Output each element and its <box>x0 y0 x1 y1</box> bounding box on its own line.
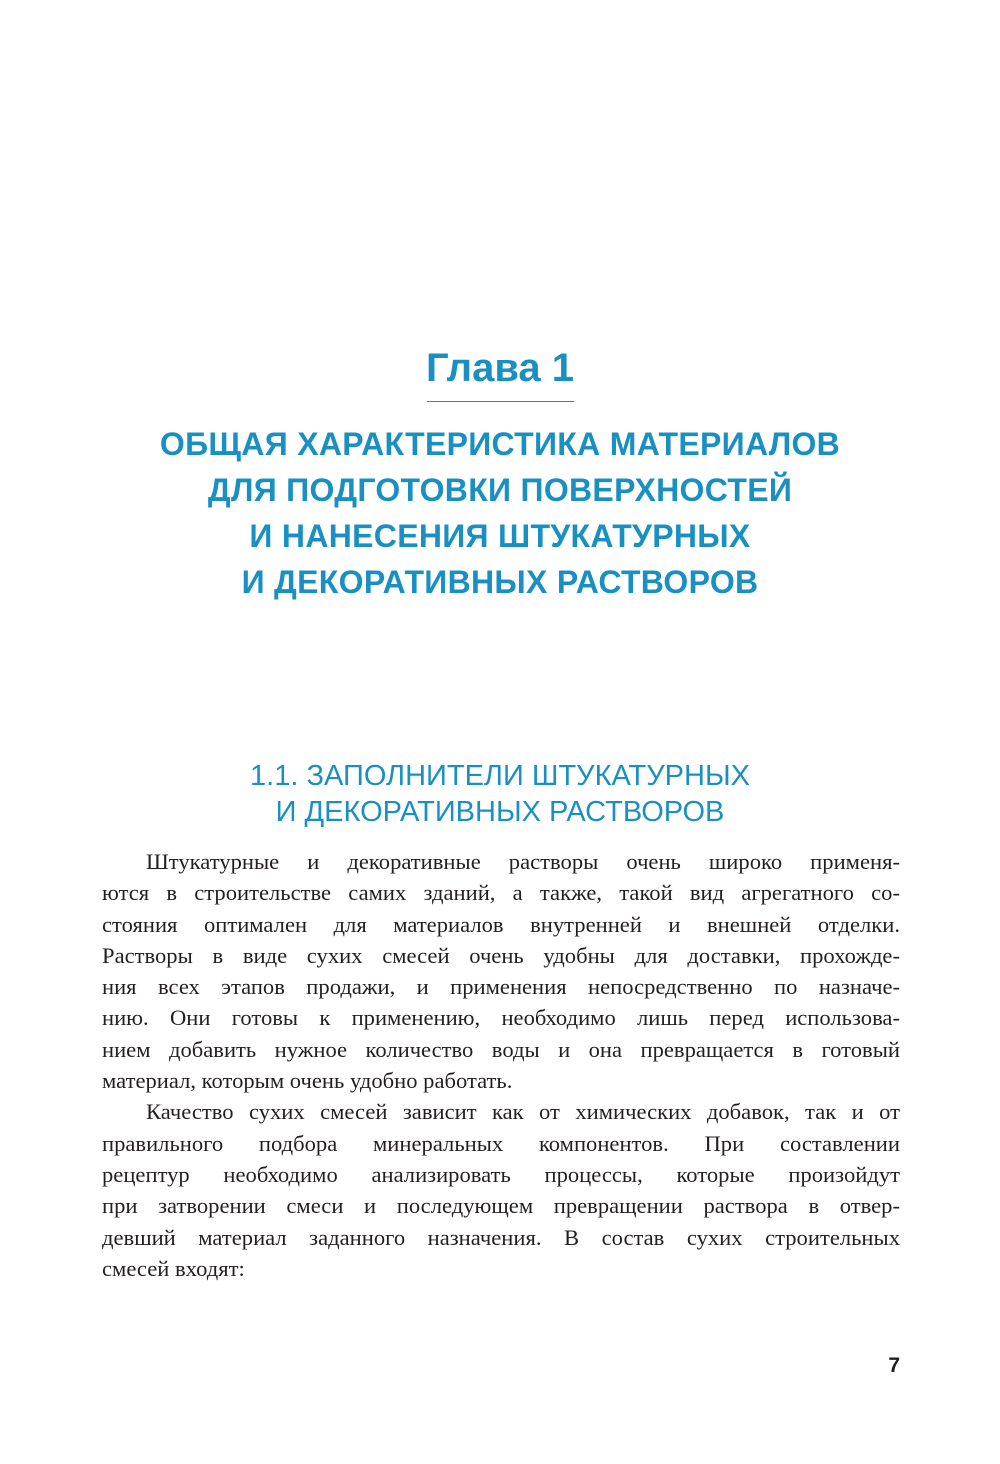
page-number: 7 <box>888 1354 900 1377</box>
text-line: нию. Они готовы к применению, необходимо лишь перед использова- <box>102 1005 900 1031</box>
section-title-line: 1.1. ЗАПОЛНИТЕЛИ ШТУКАТУРНЫХ <box>250 760 750 792</box>
chapter-divider <box>427 401 574 402</box>
text-line: Растворы в виде сухих смесей очень удобны для доставки, прохожде- <box>102 942 900 968</box>
chapter-title-line: И НАНЕСЕНИЯ ШТУКАТУРНЫХ <box>249 518 751 554</box>
text-line: рецептур необходимо анализировать процессы, которые произойдут <box>102 1161 900 1187</box>
paragraph <box>102 846 900 1096</box>
text-line: Штукатурные и декоративные растворы очень широко применя- <box>146 849 900 874</box>
section-title <box>0 758 1000 830</box>
text-line: нием добавить нужное количество воды и она превращается в готовый <box>102 1036 900 1062</box>
text-line: при затворении смеси и последующем превращении раствора в отвер- <box>102 1193 900 1219</box>
text-line: девший материал заданного назначения. В состав сухих строительных <box>102 1224 900 1250</box>
chapter-title-line: ОБЩАЯ ХАРАКТЕРИСТИКА МАТЕРИАЛОВ <box>159 426 841 462</box>
body-text <box>102 846 900 1284</box>
chapter-title-line: И ДЕКОРАТИВНЫХ РАСТВОРОВ <box>241 564 759 600</box>
chapter-label: Глава 1 <box>425 346 574 390</box>
section-title-line: И ДЕКОРАТИВНЫХ РАСТВОРОВ <box>275 796 725 828</box>
text-line: материал, которым очень удобно работать. <box>102 1068 513 1094</box>
text-line: ния всех этапов продажи, и применения непосредственно по назначе- <box>102 974 900 1000</box>
text-line: стояния оптимален для материалов внутренней и внешней отделки. <box>102 911 900 937</box>
text-line: правильного подбора минеральных компонентов. При составлении <box>102 1130 900 1156</box>
paragraph <box>102 1096 900 1284</box>
chapter-title-line: ДЛЯ ПОДГОТОВКИ ПОВЕРХНОСТЕЙ <box>207 472 793 508</box>
text-line: Качество сухих смесей зависит как от химических добавок, так и от <box>146 1099 900 1125</box>
text-line: ются в строительстве самих зданий, а также, такой вид агрегатного со- <box>102 880 900 906</box>
text-line: смесей входят: <box>102 1255 245 1281</box>
chapter-title <box>0 421 1000 605</box>
